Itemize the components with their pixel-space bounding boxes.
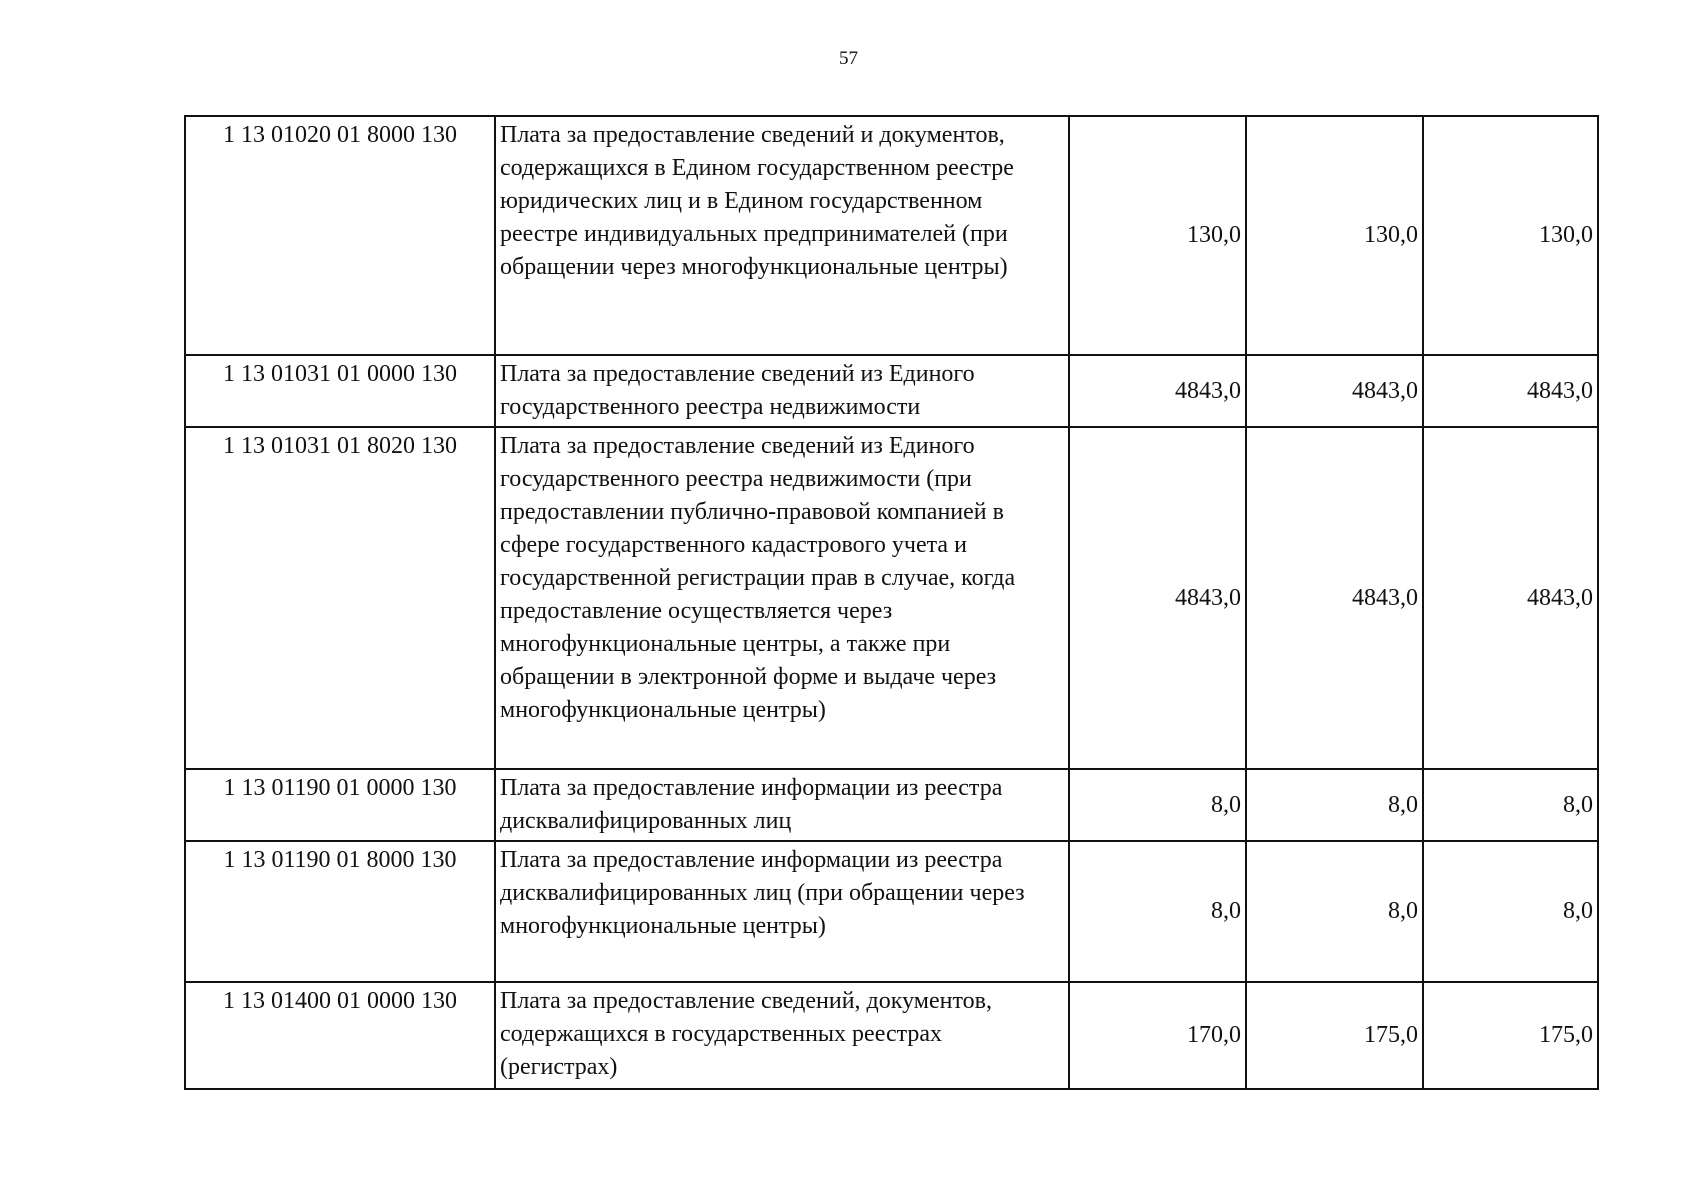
value-cell-col2: 8,0 [1246, 841, 1423, 982]
budget-code-cell: 1 13 01190 01 0000 130 [185, 769, 495, 841]
value-cell-col2: 4843,0 [1246, 355, 1423, 427]
table-row [185, 769, 1598, 841]
value-cell-col1: 4843,0 [1069, 427, 1246, 769]
value-cell-col2: 130,0 [1246, 116, 1423, 355]
budget-code-cell: 1 13 01031 01 0000 130 [185, 355, 495, 427]
budget-code-cell: 1 13 01190 01 8000 130 [185, 841, 495, 982]
description-cell: Плата за предоставление сведений из Единого государственного реестра недвижимости [495, 355, 1069, 427]
value-cell-col1: 8,0 [1069, 841, 1246, 982]
table-row [185, 982, 1598, 1089]
value-cell-col1: 4843,0 [1069, 355, 1246, 427]
value-cell-col3: 8,0 [1423, 769, 1598, 841]
table-row [185, 355, 1598, 427]
description-cell: Плата за предоставление сведений и документов, содержащихся в Едином государственном реестре юридических лиц и в Едином государственном реестре индивидуальных предпринимателей (при обращении через многофункциональные центры) [495, 116, 1069, 355]
description-cell: Плата за предоставление сведений из Единого государственного реестра недвижимости (при предоставлении публично-правовой компанией в сфере государственного кадастрового учета и государственной регистрации прав в случае, когда предоставление осуществляется через многофункциональные центры, а также при обращении в электронной форме и выдаче через многофункциональные центры) [495, 427, 1069, 769]
description-cell: Плата за предоставление сведений, документов, содержащихся в государственных реестрах (регистрах) [495, 982, 1069, 1089]
value-cell-col1: 8,0 [1069, 769, 1246, 841]
value-cell-col1: 130,0 [1069, 116, 1246, 355]
value-cell-col2: 8,0 [1246, 769, 1423, 841]
budget-code-cell: 1 13 01400 01 0000 130 [185, 982, 495, 1089]
value-cell-col2: 4843,0 [1246, 427, 1423, 769]
page-number: 57 [839, 48, 858, 69]
value-cell-col2: 175,0 [1246, 982, 1423, 1089]
value-cell-col3: 8,0 [1423, 841, 1598, 982]
value-cell-col1: 170,0 [1069, 982, 1246, 1089]
table-row [185, 841, 1598, 982]
budget-code-cell: 1 13 01020 01 8000 130 [185, 116, 495, 355]
budget-table [184, 115, 1599, 1090]
budget-code-cell: 1 13 01031 01 8020 130 [185, 427, 495, 769]
description-cell: Плата за предоставление информации из реестра дисквалифицированных лиц [495, 769, 1069, 841]
value-cell-col3: 4843,0 [1423, 427, 1598, 769]
value-cell-col3: 130,0 [1423, 116, 1598, 355]
description-cell: Плата за предоставление информации из реестра дисквалифицированных лиц (при обращении через многофункциональные центры) [495, 841, 1069, 982]
table-row [185, 116, 1598, 355]
value-cell-col3: 175,0 [1423, 982, 1598, 1089]
value-cell-col3: 4843,0 [1423, 355, 1598, 427]
table-row [185, 427, 1598, 769]
